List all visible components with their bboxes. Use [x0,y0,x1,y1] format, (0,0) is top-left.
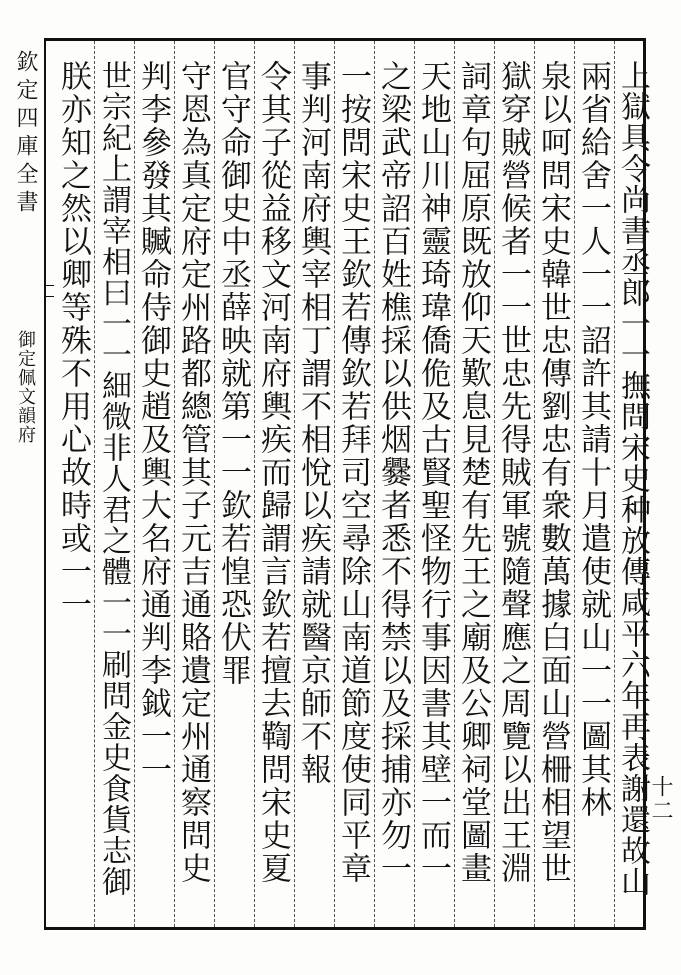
page-frame-left-rule [44,38,46,930]
text-column-11: 官守命御史中丞薛映就第一一欽若惶恐伏罪 [215,60,251,687]
margin-volume-title: 御定佩文韻府 [15,330,36,444]
text-column-7: 之梁武帝詔百姓樵採以供烟爨者悉不得禁以及採捕亦勿一 [375,60,411,885]
text-column-8: 一按問宋史王欽若傳欽若拜司空尋除山南道節度使同平章 [335,60,371,885]
text-column-13: 判李參發其贓命侍御史趙及輿大名府通判李鉞一一 [135,60,171,786]
text-column-9: 事判河南府輿宰相丁謂不相悅以疾請就醫京師不報 [295,60,331,786]
text-column-12: 守恩為真定府定州路都總管其子元吉通賂遺定州通察問史 [175,60,211,885]
text-column-3: 泉以呵問宋史韓世忠傳劉忠有衆數萬據白面山營柵相望世 [535,60,571,885]
margin-book-title: 欽定四庫全書 [13,50,38,218]
text-column-6: 天地山川神靈琦瑋僑佹及古賢聖怪物行事因書其壁一而一 [415,60,451,885]
text-column-2: 兩省給舍一人一一詔許其請十月遣使就山一一圖其林 [575,60,611,819]
text-column-1: 上獄具令尚書丞郎一一撫問宋史种放傳咸平六年再表謝還故山 [615,60,650,897]
text-column-15: 朕亦知之然以卿等殊不用心故時或一一 [55,60,91,621]
text-column-14: 世宗紀上謂宰相曰一一細微非人君之體一一刷問金史食貨志御 [96,60,131,897]
page-number: 十二 [648,775,673,823]
text-column-4: 獄穿賊營候者一一世忠先得賊軍號隨聲應之周覽以出王淵 [495,60,531,885]
text-column-5: 詞章句屈原既放仰天歎息見楚有先王之廟及公卿祠堂圖畫 [455,60,491,885]
text-column-10: 令其子從益移文河南府輿疾而歸謂言欽若擅去鞫問宋史夏 [255,60,291,885]
